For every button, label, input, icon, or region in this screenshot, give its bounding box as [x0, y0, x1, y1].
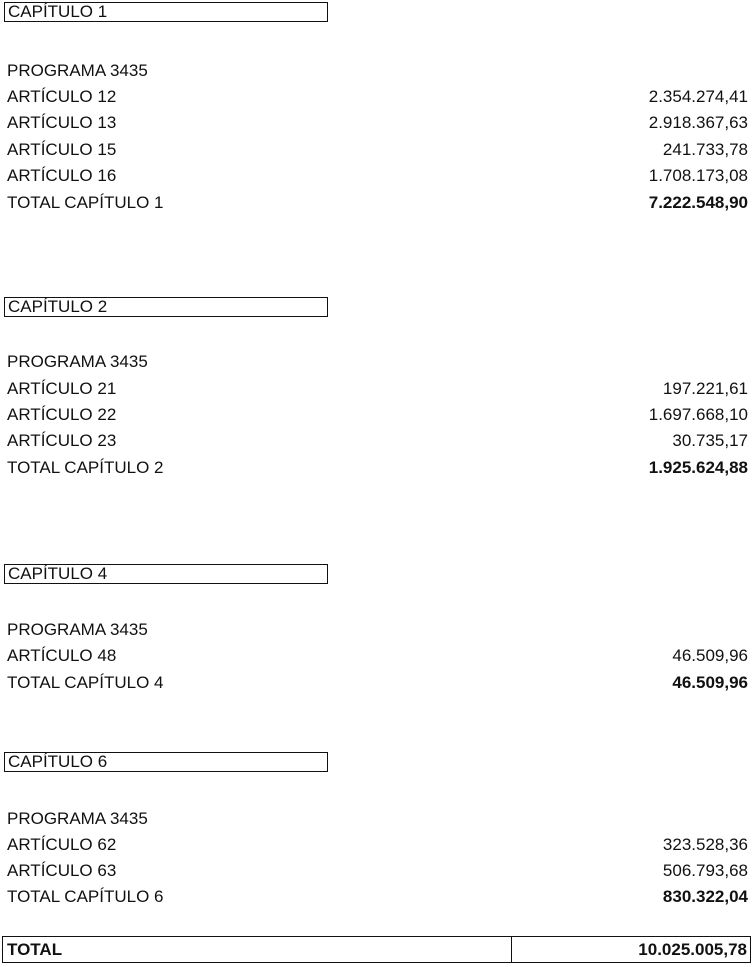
article-label: ARTÍCULO 63 — [7, 861, 117, 880]
programa-label: PROGRAMA 3435 — [7, 61, 148, 80]
chapter-total-amount: 46.509,96 — [672, 673, 748, 692]
programa-row — [7, 349, 748, 375]
article-row — [7, 643, 748, 669]
article-row — [7, 84, 748, 110]
programa-label: PROGRAMA 3435 — [7, 620, 148, 639]
grand-total-bar — [2, 936, 751, 963]
article-row — [7, 402, 748, 428]
article-amount: 2.354.274,41 — [648, 87, 748, 106]
article-label: ARTÍCULO 23 — [7, 431, 117, 450]
article-amount: 506.793,68 — [662, 861, 748, 880]
article-label: ARTÍCULO 16 — [7, 166, 117, 185]
article-label: ARTÍCULO 62 — [7, 835, 117, 854]
chapter-total-row — [7, 670, 748, 696]
chapter-header-box: CAPÍTULO 6 — [4, 752, 328, 772]
chapter-total-amount: 830.322,04 — [662, 887, 748, 906]
article-label: ARTÍCULO 21 — [7, 379, 117, 398]
article-amount: 241.733,78 — [662, 140, 748, 159]
chapter-header-box: CAPÍTULO 1 — [4, 2, 328, 22]
programa-row — [7, 806, 748, 832]
chapter-total-row — [7, 884, 748, 910]
article-amount: 46.509,96 — [672, 646, 748, 665]
grand-total-amount: 10.025.005,78 — [638, 940, 747, 959]
programa-row — [7, 617, 748, 643]
article-amount: 323.528,36 — [662, 835, 748, 854]
article-label: ARTÍCULO 13 — [7, 113, 117, 132]
programa-label: PROGRAMA 3435 — [7, 352, 148, 371]
programa-row — [7, 58, 748, 84]
chapter-header-box: CAPÍTULO 4 — [4, 564, 328, 584]
chapter-total-row — [7, 190, 748, 216]
chapter-total-amount: 7.222.548,90 — [648, 193, 748, 212]
chapter-total-amount: 1.925.624,88 — [648, 458, 748, 477]
article-amount: 1.708.173,08 — [648, 166, 748, 185]
article-amount: 197.221,61 — [662, 379, 748, 398]
article-amount: 30.735,17 — [672, 431, 748, 450]
chapter-header-box: CAPÍTULO 2 — [4, 297, 328, 317]
article-label: ARTÍCULO 15 — [7, 140, 117, 159]
grand-total-label: TOTAL — [7, 940, 63, 959]
article-row — [7, 858, 748, 884]
programa-label: PROGRAMA 3435 — [7, 809, 148, 828]
chapter-total-label: TOTAL CAPÍTULO 2 — [7, 458, 164, 477]
chapter-total-label: TOTAL CAPÍTULO 4 — [7, 673, 164, 692]
article-label: ARTÍCULO 12 — [7, 87, 117, 106]
article-row — [7, 376, 748, 402]
article-row — [7, 832, 748, 858]
article-row — [7, 428, 748, 454]
grand-total-divider — [511, 937, 512, 962]
article-row — [7, 110, 748, 136]
article-amount: 2.918.367,63 — [648, 113, 748, 132]
chapter-total-row — [7, 455, 748, 481]
article-amount: 1.697.668,10 — [648, 405, 748, 424]
article-row — [7, 163, 748, 189]
article-label: ARTÍCULO 22 — [7, 405, 117, 424]
article-row — [7, 137, 748, 163]
chapter-total-label: TOTAL CAPÍTULO 6 — [7, 887, 164, 906]
chapter-total-label: TOTAL CAPÍTULO 1 — [7, 193, 164, 212]
article-label: ARTÍCULO 48 — [7, 646, 117, 665]
